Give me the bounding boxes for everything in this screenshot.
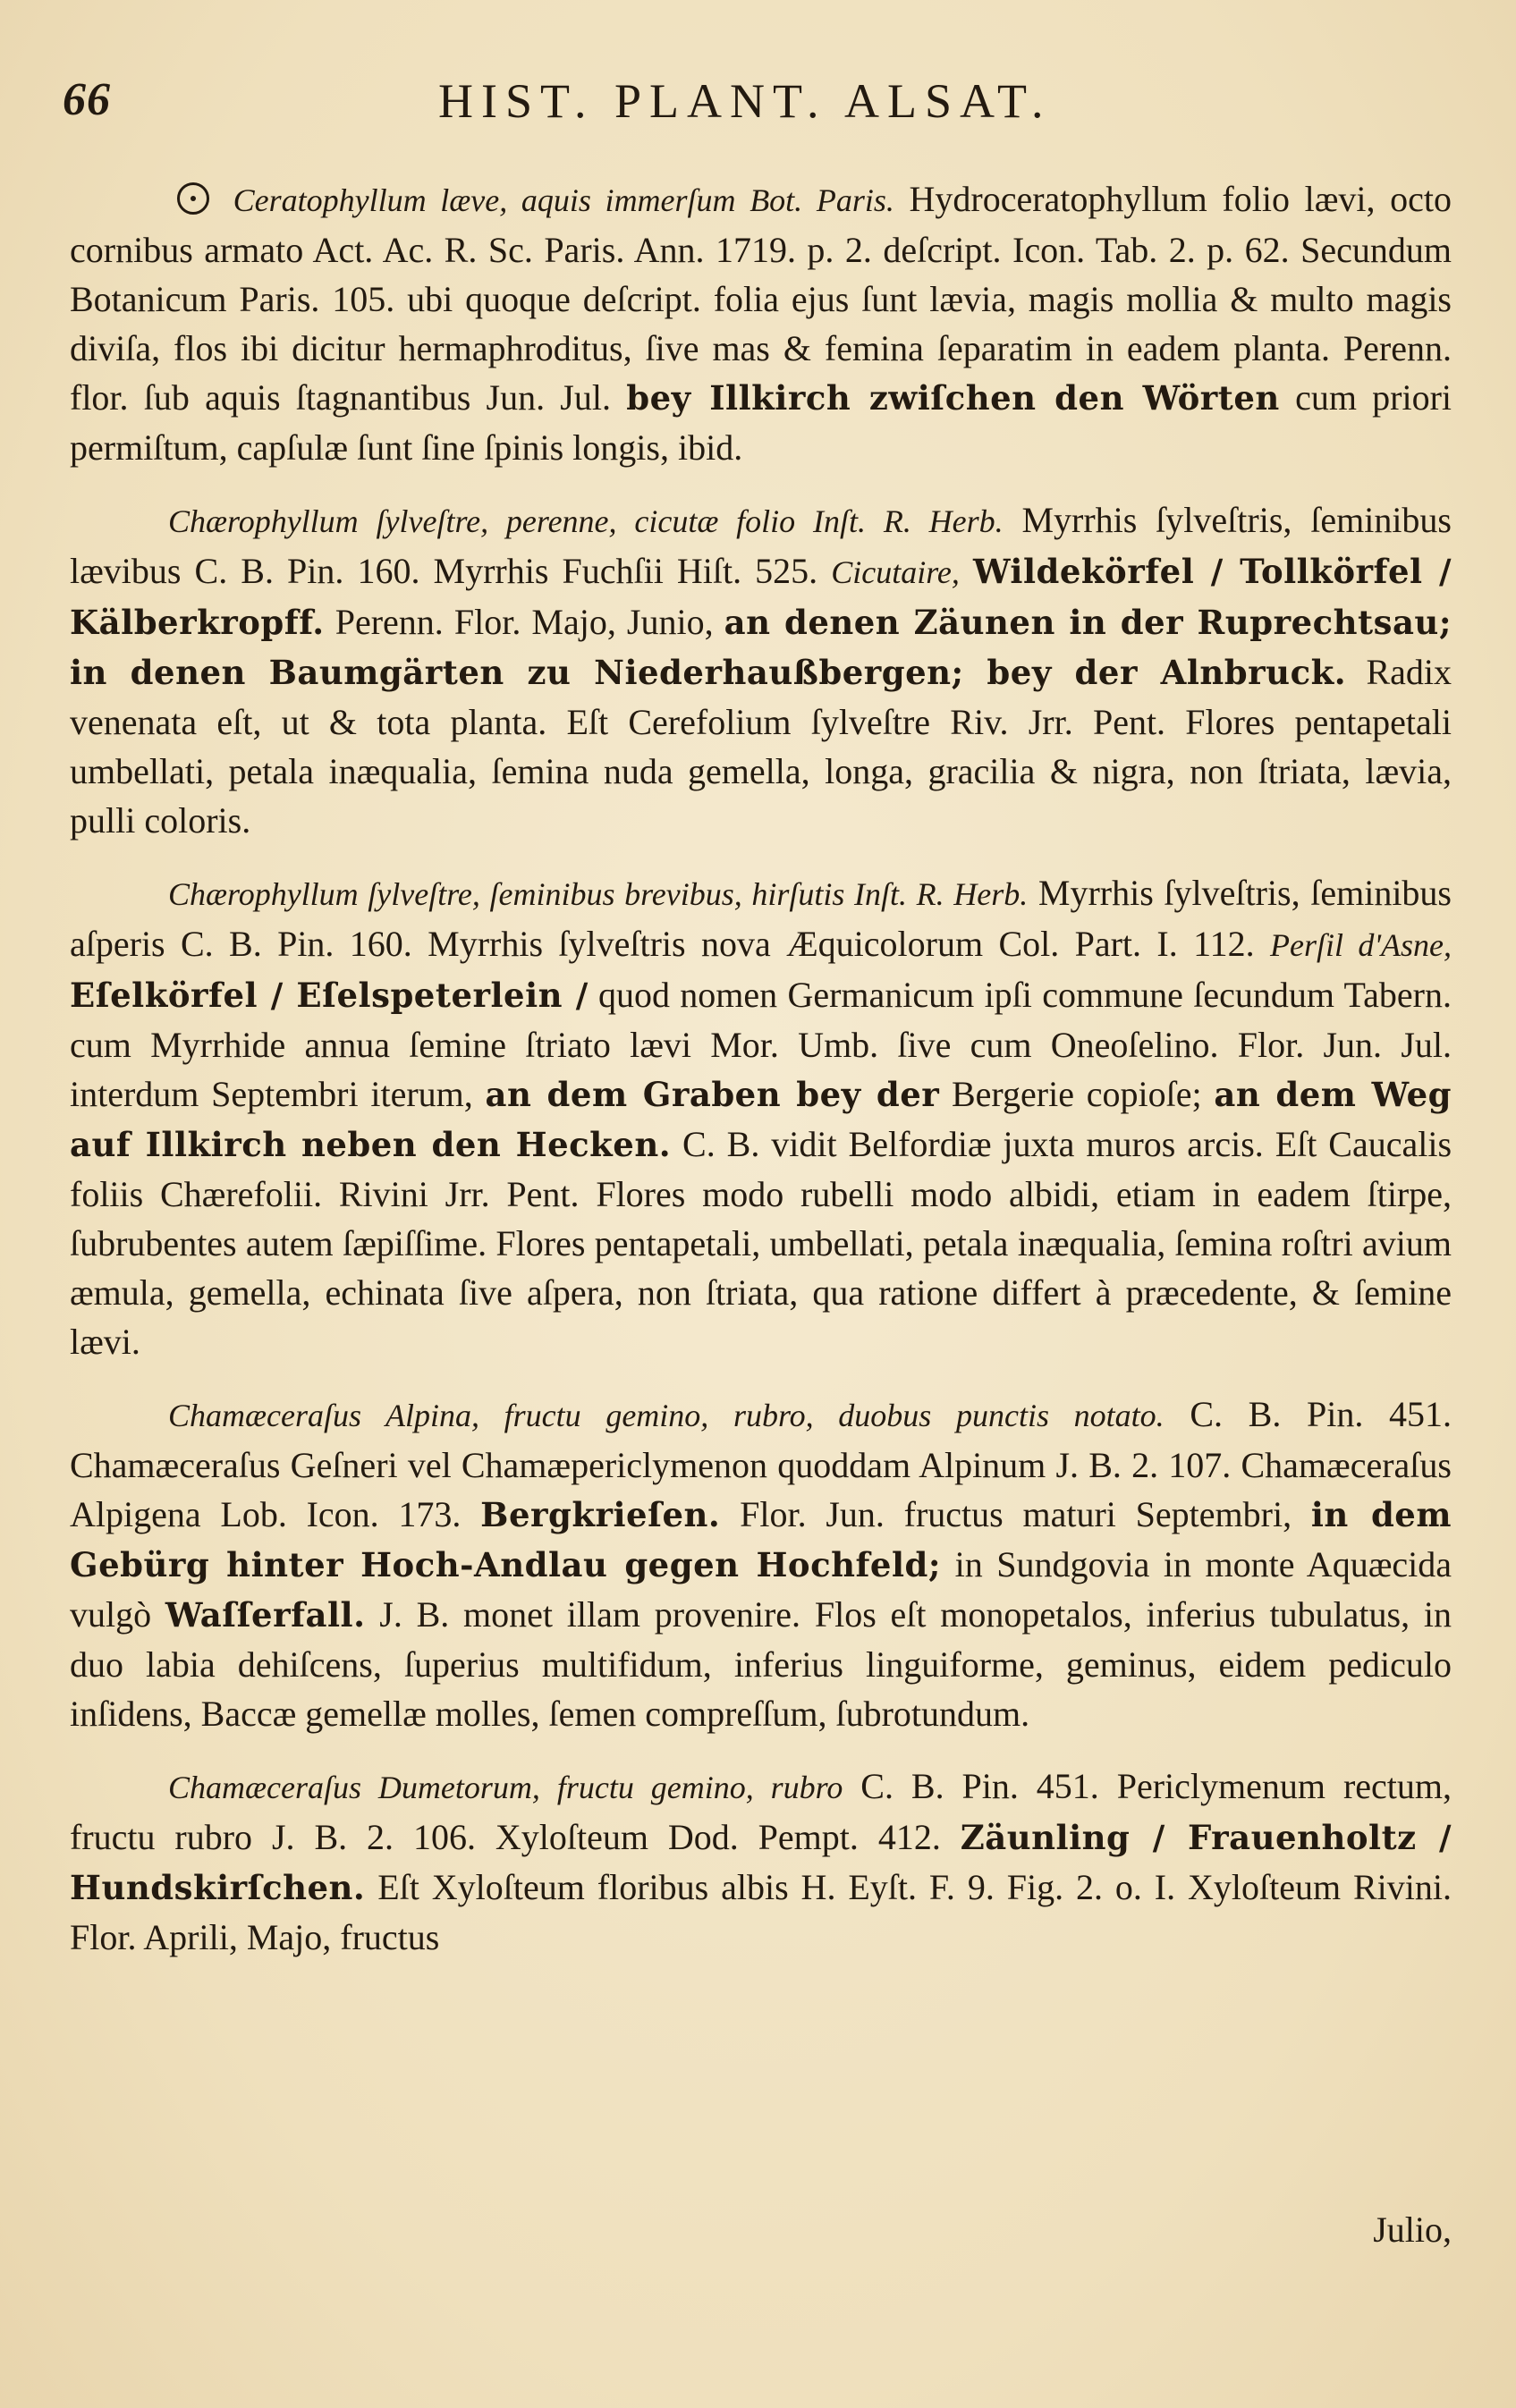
catchword: Julio,	[1373, 2209, 1452, 2250]
german-names: Bergkrieſen.	[480, 1495, 721, 1534]
plant-name: Chamæceraſus Dumetorum, fructu gemino, rubro	[168, 1770, 843, 1805]
entry-text: quod nomen Germanicum ipſi commune ſecundum Tabern. cum Myrrhide annua ſemine ſtriato lævi Mor. Umb. ſive cum Oneoſelino. Flor. Jun. Jul. interdum Septembri iterum,	[70, 975, 1452, 1114]
german-names: Wildekörfel / Tollkörfel / Kälberkropff.	[70, 552, 1452, 642]
entry-ceratophyllum	[70, 174, 1452, 472]
entry-text: Myrrhis ſylveſtris, ſeminibus lævibus C. B. Pin. 160. Myrrhis Fuchſii Hiſt. 525.	[70, 500, 1452, 591]
entry-text: C. B. Pin. 451. Chamæceraſus Geſneri vel Chamæpericlymenon quoddam Alpinum J. B. 2. 107. Chamæceraſus Alpigena Lob. Icon. 173.	[70, 1394, 1452, 1534]
entry-text: cum priori permiſtum, capſulæ ſunt ſine ſpinis longis, ibid.	[70, 377, 1452, 468]
entry-text: C. B. vidit Belfordiæ juxta muros arcis. Eſt Caucalis foliis Chærefolii. Rivini Jrr. Pent. Flores modo rubelli modo albidi, etiam in eadem ſtirpe, ſubrubentes autem ſæpiſſime. Flores pentapetali, umbellati, petala inæqualia, ſemina roſtri avium æmula, gemella, echinata ſive aſpera, non ſtriata, qua ratione differt à præcedente, & ſemine lævi.	[70, 1124, 1452, 1362]
entry-text: Eſt Xyloſteum floribus albis H. Eyſt. F. 9. Fig. 2. o. I. Xyloſteum Rivini. Flor. Aprili, Majo, fructus	[70, 1867, 1452, 1957]
german-names: Eſelkörfel / Eſelspeterlein /	[70, 976, 589, 1015]
plant-name: Chærophyllum ſylveſtre, ſeminibus brevibus, hirſutis Inſt. R. Herb.	[168, 876, 1029, 912]
german-names: Zäunling / Frauenholtz / Hundskirſchen.	[70, 1818, 1452, 1907]
german-locality: an dem Graben bey der	[485, 1075, 940, 1114]
entry-text: Myrrhis ſylveſtris, ſeminibus aſperis C. B. Pin. 160. Myrrhis ſylveſtris nova Æquicolorum Col. Part. I. 112.	[70, 873, 1452, 964]
entry-text: in Sundgovia in monte Aquæcida vulgò	[70, 1544, 1452, 1635]
plant-name: Chamæceraſus Alpina, fructu gemino, rubro, duobus punctis notato.	[168, 1398, 1165, 1433]
entry-text: J. B. monet illam provenire. Flos eſt monopetalos, inferius tubulatus, in duo labia dehiſcens, ſuperius multifidum, inferius linguiforme, geminus, eidem pediculo inſidens, Baccæ gemellæ molles, ſemen compreſſum, ſubrotundum.	[70, 1594, 1452, 1734]
text-column	[70, 174, 1452, 1985]
entry-chamaecerasus-dumetorum	[70, 1762, 1452, 1962]
plant-name: Chærophyllum ſylveſtre, perenne, cicutæ folio Inſt. R. Herb.	[168, 503, 1004, 539]
page-number: 66	[63, 74, 111, 125]
entry-text: Flor. Jun. fructus maturi Septembri,	[740, 1494, 1292, 1534]
french-name: Perſil d'Asne,	[1269, 927, 1452, 963]
entry-text: C. B. Pin. 451. Periclymenum rectum, fructu rubro J. B. 2. 106. Xyloſteum Dod. Pempt. 412.	[70, 1766, 1452, 1857]
annual-plant-symbol-icon	[177, 182, 209, 215]
entry-chaerophyllum-hirsutis	[70, 868, 1452, 1366]
german-locality: bey Illkirch zwiſchen den Wörten	[626, 378, 1280, 418]
entry-chaerophyllum-perenne	[70, 495, 1452, 845]
german-locality: Waſſerfall.	[165, 1595, 366, 1635]
plant-name: Ceratophyllum læve, aquis immerſum Bot. Paris.	[233, 182, 894, 218]
german-locality: in dem Gebürg hinter Hoch-Andlau gegen Hochfeld;	[70, 1495, 1452, 1584]
running-head: HIST. PLANT. ALSAT.	[438, 74, 1052, 128]
entry-text: Radix venenata eſt, ut & tota planta. Eſt Cerefolium ſylveſtre Riv. Jrr. Pent. Flores pentapetali umbellati, petala inæqualia, ſemina nuda gemella, longa, gracilia & nigra, non ſtriata, lævia, pulli coloris.	[70, 652, 1452, 841]
entry-text: Perenn. Flor. Majo, Junio,	[335, 602, 714, 642]
page-header	[63, 73, 1458, 145]
german-locality: an denen Zäunen in der Ruprechtsau; in denen Baumgärten zu Niederhaußbergen; bey der Alnbruck.	[70, 603, 1452, 692]
entry-chamaecerasus-alpina	[70, 1390, 1452, 1738]
entry-text: Hydroceratophyllum folio lævi, octo cornibus armato Act. Ac. R. Sc. Paris. Ann. 1719. p. 2. deſcript. Icon. Tab. 2. p. 62. Secundum Botanicum Paris. 105. ubi quoque deſcript. folia ejus ſunt lævia, magis mollia & multo magis diviſa, flos ibi dicitur hermaphroditus, ſive mas & femina ſeparatim in eadem planta. Perenn. flor. ſub aquis ſtagnantibus Jun. Jul.	[70, 179, 1452, 418]
german-locality: an dem Weg auf Illkirch neben den Hecken.	[70, 1075, 1452, 1164]
french-name: Cicutaire,	[831, 554, 960, 590]
entry-text: Bergerie copioſe;	[952, 1074, 1202, 1114]
